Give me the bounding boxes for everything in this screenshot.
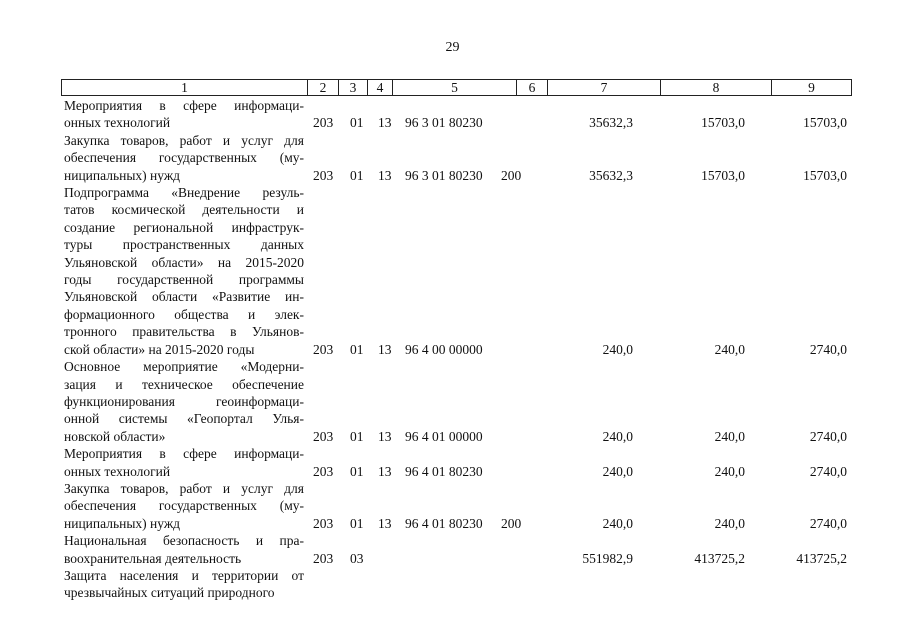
row-description bbox=[64, 97, 304, 132]
description-line: функционирования геоинформаци- bbox=[64, 393, 304, 409]
column-number: 7 bbox=[548, 80, 661, 96]
row-description bbox=[64, 567, 304, 602]
amount-col-7: 551982,9 bbox=[582, 550, 633, 566]
subsection-code: 13 bbox=[378, 515, 392, 531]
chapter-code: 03 bbox=[350, 550, 364, 566]
description-line: обеспечения государственных (му- bbox=[64, 150, 304, 166]
table-row bbox=[0, 132, 905, 184]
description-line: татов космической деятельности и bbox=[64, 202, 304, 218]
section-code: 203 bbox=[313, 515, 334, 531]
row-description bbox=[64, 445, 304, 480]
target-article-code: 96 4 01 80230 bbox=[405, 515, 483, 531]
description-line: онных технологий bbox=[64, 463, 171, 479]
description-line: Ульяновской области» на 2015-2020 bbox=[64, 254, 304, 270]
description-line: ской области» на 2015-2020 годы bbox=[64, 341, 255, 357]
table-row bbox=[0, 184, 905, 358]
description-line: формационного общества и элек- bbox=[64, 306, 304, 322]
description-line: зация и техническое обеспечение bbox=[64, 376, 304, 392]
table-row bbox=[0, 358, 905, 445]
subsection-code: 13 bbox=[378, 428, 392, 444]
amount-col-7: 35632,3 bbox=[589, 115, 633, 131]
section-code: 203 bbox=[313, 463, 334, 479]
column-number: 2 bbox=[308, 80, 339, 96]
table-body bbox=[0, 97, 905, 602]
description-line: обеспечения государственных (му- bbox=[64, 498, 304, 514]
description-line: онных технологий bbox=[64, 115, 171, 131]
description-line: создание региональной инфраструк- bbox=[64, 219, 304, 235]
amount-col-9: 2740,0 bbox=[809, 428, 847, 444]
column-number: 6 bbox=[517, 80, 548, 96]
section-code: 203 bbox=[313, 115, 334, 131]
expense-type-code: 200 bbox=[501, 515, 522, 531]
description-line: Ульяновской области «Развитие ин- bbox=[64, 289, 304, 305]
chapter-code: 01 bbox=[350, 428, 364, 444]
description-line: туры пространственных данных bbox=[64, 237, 304, 253]
description-line: Закупка товаров, работ и услуг для bbox=[64, 132, 304, 148]
description-line: онной системы «Геопортал Улья- bbox=[64, 411, 304, 427]
subsection-code: 13 bbox=[378, 167, 392, 183]
target-article-code: 96 4 01 80230 bbox=[405, 463, 483, 479]
table-column-header bbox=[61, 79, 852, 96]
description-line: тронного правительства в Ульянов- bbox=[64, 324, 304, 340]
chapter-code: 01 bbox=[350, 167, 364, 183]
section-code: 203 bbox=[313, 341, 334, 357]
column-number: 9 bbox=[772, 80, 852, 96]
amount-col-7: 240,0 bbox=[602, 428, 633, 444]
column-number: 1 bbox=[62, 80, 308, 96]
table-row bbox=[0, 445, 905, 480]
column-number: 3 bbox=[339, 80, 368, 96]
target-article-code: 96 3 01 80230 bbox=[405, 115, 483, 131]
chapter-code: 01 bbox=[350, 115, 364, 131]
amount-col-7: 240,0 bbox=[602, 515, 633, 531]
description-line: Мероприятия в сфере информаци- bbox=[64, 98, 304, 113]
description-line: Мероприятия в сфере информаци- bbox=[64, 446, 304, 462]
amount-col-8: 240,0 bbox=[714, 428, 745, 444]
amount-col-7: 240,0 bbox=[602, 463, 633, 479]
amount-col-8: 15703,0 bbox=[701, 115, 745, 131]
target-article-code: 96 4 00 00000 bbox=[405, 341, 483, 357]
amount-col-8: 240,0 bbox=[714, 341, 745, 357]
description-line: Основное мероприятие «Модерни- bbox=[64, 359, 304, 375]
description-line: годы государственной программы bbox=[64, 272, 304, 288]
amount-col-9: 2740,0 bbox=[809, 515, 847, 531]
amount-col-8: 240,0 bbox=[714, 515, 745, 531]
row-description bbox=[64, 532, 304, 567]
table-row bbox=[0, 567, 905, 602]
section-code: 203 bbox=[313, 428, 334, 444]
description-line: ниципальных) нужд bbox=[64, 515, 181, 531]
column-number: 4 bbox=[368, 80, 393, 96]
amount-col-8: 413725,2 bbox=[694, 550, 745, 566]
table-row bbox=[0, 532, 905, 567]
amount-col-7: 35632,3 bbox=[589, 167, 633, 183]
table-row bbox=[0, 97, 905, 132]
amount-col-7: 240,0 bbox=[602, 341, 633, 357]
description-line: ниципальных) нужд bbox=[64, 167, 181, 183]
chapter-code: 01 bbox=[350, 463, 364, 479]
amount-col-9: 15703,0 bbox=[803, 115, 847, 131]
table-row bbox=[0, 480, 905, 532]
subsection-code: 13 bbox=[378, 341, 392, 357]
row-description bbox=[64, 184, 304, 358]
column-number: 8 bbox=[661, 80, 772, 96]
description-line: Национальная безопасность и пра- bbox=[64, 533, 304, 549]
description-line: чрезвычайных ситуаций природного bbox=[64, 585, 275, 601]
subsection-code: 13 bbox=[378, 115, 392, 131]
section-code: 203 bbox=[313, 550, 334, 566]
amount-col-8: 15703,0 bbox=[701, 167, 745, 183]
amount-col-9: 413725,2 bbox=[796, 550, 847, 566]
page-number: 29 bbox=[445, 40, 460, 55]
row-description bbox=[64, 132, 304, 184]
amount-col-9: 15703,0 bbox=[803, 167, 847, 183]
description-line: воохранительная деятельность bbox=[64, 550, 242, 566]
chapter-code: 01 bbox=[350, 515, 364, 531]
amount-col-8: 240,0 bbox=[714, 463, 745, 479]
description-line: Подпрограмма «Внедрение резуль- bbox=[64, 185, 304, 201]
amount-col-9: 2740,0 bbox=[809, 341, 847, 357]
target-article-code: 96 4 01 00000 bbox=[405, 428, 483, 444]
row-description bbox=[64, 480, 304, 532]
description-line: Закупка товаров, работ и услуг для bbox=[64, 480, 304, 496]
description-line: Защита населения и территории от bbox=[64, 567, 304, 583]
section-code: 203 bbox=[313, 167, 334, 183]
expense-type-code: 200 bbox=[501, 167, 522, 183]
subsection-code: 13 bbox=[378, 463, 392, 479]
row-description bbox=[64, 358, 304, 445]
description-line: новской области» bbox=[64, 428, 166, 444]
chapter-code: 01 bbox=[350, 341, 364, 357]
column-number: 5 bbox=[393, 80, 517, 96]
target-article-code: 96 3 01 80230 bbox=[405, 167, 483, 183]
amount-col-9: 2740,0 bbox=[809, 463, 847, 479]
